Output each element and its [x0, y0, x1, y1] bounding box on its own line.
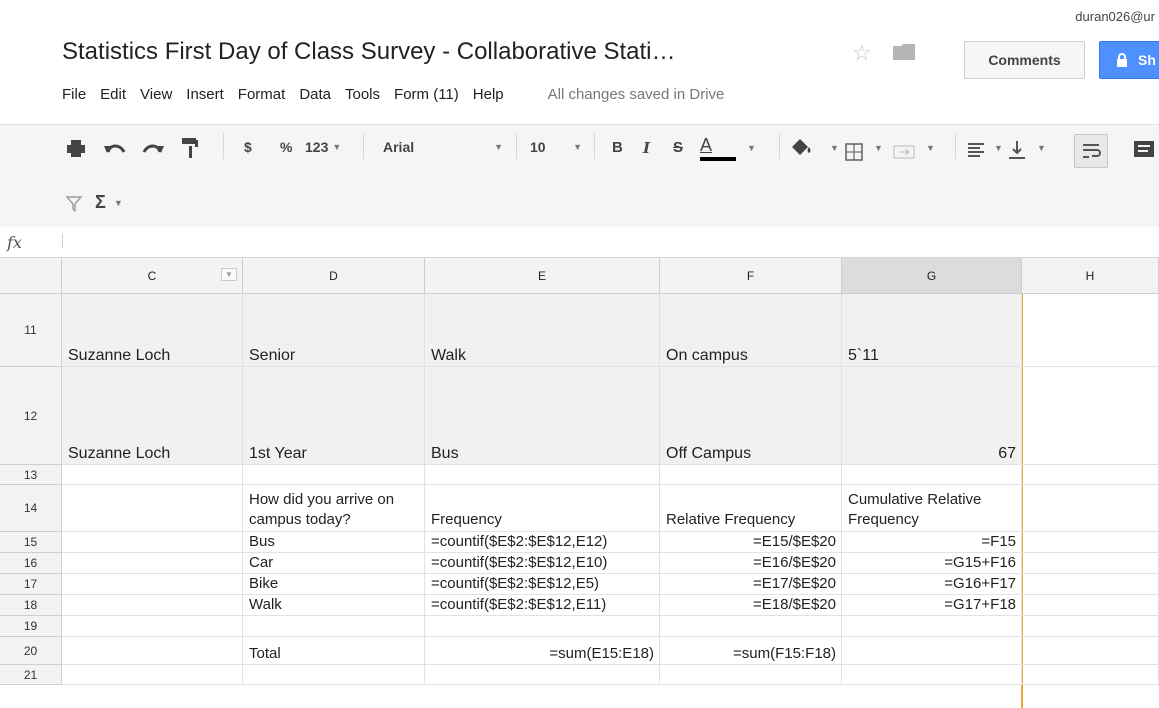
- cell-e15[interactable]: =countif($E$2:$E$12,E12): [425, 532, 660, 553]
- cell-e17[interactable]: =countif($E$2:$E$12,E5): [425, 574, 660, 595]
- font-size-label: 10: [530, 139, 546, 155]
- column-header-h[interactable]: H: [1022, 258, 1159, 294]
- menu-tools[interactable]: Tools: [345, 86, 381, 103]
- cell-h16[interactable]: [1022, 553, 1159, 574]
- folder-icon[interactable]: [893, 44, 915, 60]
- cell-g13[interactable]: [842, 465, 1022, 485]
- cell-h12[interactable]: [1022, 367, 1159, 465]
- menu-view[interactable]: View: [140, 86, 173, 103]
- fill-color-icon[interactable]: [790, 137, 814, 157]
- cell-g19[interactable]: [842, 616, 1022, 637]
- chevron-down-icon[interactable]: ▼: [747, 143, 756, 153]
- select-all-corner[interactable]: [0, 258, 62, 294]
- merge-cells-icon[interactable]: [893, 145, 915, 159]
- insert-comment-icon[interactable]: [1134, 141, 1156, 159]
- cell-e19[interactable]: [425, 616, 660, 637]
- row-header-15[interactable]: 15: [0, 532, 62, 553]
- italic-button[interactable]: I: [643, 139, 651, 157]
- font-label: Arial: [383, 139, 415, 155]
- wrap-text-button[interactable]: [1074, 134, 1108, 168]
- cell-c19[interactable]: [62, 616, 243, 637]
- cell-g20[interactable]: [842, 637, 1022, 665]
- cell-h11[interactable]: [1022, 294, 1159, 367]
- column-header-f[interactable]: F: [660, 258, 842, 294]
- align-left-icon[interactable]: [968, 143, 986, 157]
- cell-f20[interactable]: =sum(F15:F18): [660, 637, 842, 665]
- lock-icon: [1116, 53, 1128, 67]
- chevron-down-icon[interactable]: ▼: [1037, 143, 1046, 153]
- cell-e12[interactable]: Bus: [425, 367, 660, 465]
- cell-g15[interactable]: =F15: [842, 532, 1022, 553]
- cell-c17[interactable]: [62, 574, 243, 595]
- cell-f11[interactable]: On campus: [660, 294, 842, 367]
- save-status: All changes saved in Drive: [547, 86, 725, 103]
- document-title[interactable]: Statistics First Day of Class Survey - Collaborative Stati…: [62, 38, 676, 65]
- paint-format-icon[interactable]: [182, 138, 198, 158]
- row-header-18[interactable]: 18: [0, 595, 62, 616]
- row-header-17[interactable]: 17: [0, 574, 62, 595]
- cell-f16[interactable]: =E16/$E$20: [660, 553, 842, 574]
- filter-icon[interactable]: [66, 196, 82, 212]
- row-header-13[interactable]: 13: [0, 465, 62, 485]
- percent-format-button[interactable]: %: [280, 139, 293, 155]
- cell-h19[interactable]: [1022, 616, 1159, 637]
- column-header-c[interactable]: C ▼: [62, 258, 243, 294]
- cell-e16[interactable]: =countif($E$2:$E$12,E10): [425, 553, 660, 574]
- menu-insert[interactable]: Insert: [186, 86, 224, 103]
- cell-h17[interactable]: [1022, 574, 1159, 595]
- cell-f17[interactable]: =E17/$E$20: [660, 574, 842, 595]
- row-header-20[interactable]: 20: [0, 637, 62, 665]
- cell-c18[interactable]: [62, 595, 243, 616]
- cell-e20[interactable]: =sum(E15:E18): [425, 637, 660, 665]
- cell-c12[interactable]: Suzanne Loch: [62, 367, 243, 465]
- vertical-align-icon[interactable]: [1009, 141, 1025, 161]
- cell-d11[interactable]: Senior: [243, 294, 425, 367]
- font-select[interactable]: [383, 139, 503, 155]
- row-header-21[interactable]: 21: [0, 665, 62, 685]
- chevron-down-icon: ▼: [573, 142, 582, 152]
- text-color-button[interactable]: [700, 135, 736, 161]
- menu-help[interactable]: Help: [472, 86, 504, 103]
- cell-e21[interactable]: [425, 665, 660, 685]
- cell-h13[interactable]: [1022, 465, 1159, 485]
- more-formats-label: 123: [305, 139, 329, 155]
- cell-d15[interactable]: Bus: [243, 532, 425, 553]
- cell-d17[interactable]: Bike: [243, 574, 425, 595]
- row-header-14[interactable]: 14: [0, 485, 62, 532]
- chevron-down-icon[interactable]: ▼: [994, 143, 1003, 153]
- sum-icon: Σ: [95, 192, 106, 212]
- currency-format-button[interactable]: $: [244, 139, 252, 155]
- cell-c11[interactable]: Suzanne Loch: [62, 294, 243, 367]
- strikethrough-button[interactable]: S: [673, 139, 684, 156]
- cell-f21[interactable]: [660, 665, 842, 685]
- cell-g12[interactable]: 67: [842, 367, 1022, 465]
- cell-c20[interactable]: [62, 637, 243, 665]
- cell-h21[interactable]: [1022, 665, 1159, 685]
- menu-form[interactable]: Form (11): [394, 86, 459, 103]
- menu-file[interactable]: File: [62, 86, 87, 103]
- chevron-down-icon: ▼: [113, 197, 123, 208]
- cell-g18[interactable]: =G17+F18: [842, 595, 1022, 616]
- menu-bar: [62, 86, 724, 103]
- share-button[interactable]: [1099, 41, 1159, 79]
- chevron-down-icon[interactable]: ▼: [830, 143, 839, 153]
- chevron-down-icon: ▼: [332, 142, 342, 152]
- cell-g21[interactable]: [842, 665, 1022, 685]
- cell-d13[interactable]: [243, 465, 425, 485]
- cell-g17[interactable]: =G16+F17: [842, 574, 1022, 595]
- print-icon[interactable]: [66, 140, 86, 158]
- row-header-12[interactable]: 12: [0, 367, 62, 465]
- text-color-swatch: [700, 157, 736, 161]
- formula-divider: [62, 234, 63, 248]
- menu-format[interactable]: Format: [237, 86, 286, 103]
- cell-g14[interactable]: Cumulative Relative Frequency: [842, 485, 1022, 532]
- chevron-down-icon: ▼: [494, 142, 503, 152]
- cell-c16[interactable]: [62, 553, 243, 574]
- chevron-down-icon[interactable]: ▼: [926, 143, 935, 153]
- cell-d12[interactable]: 1st Year: [243, 367, 425, 465]
- cell-c13[interactable]: [62, 465, 243, 485]
- cell-h14[interactable]: [1022, 485, 1159, 532]
- cell-h15[interactable]: [1022, 532, 1159, 553]
- row-header-19[interactable]: 19: [0, 616, 62, 637]
- cell-c15[interactable]: [62, 532, 243, 553]
- share-label: Sh: [1138, 52, 1156, 68]
- column-header-e[interactable]: E: [425, 258, 660, 294]
- cell-f13[interactable]: [660, 465, 842, 485]
- row-header-11[interactable]: 11: [0, 294, 62, 367]
- cell-e13[interactable]: [425, 465, 660, 485]
- cell-d19[interactable]: [243, 616, 425, 637]
- cell-d16[interactable]: Car: [243, 553, 425, 574]
- fx-icon: fx: [7, 233, 22, 252]
- more-formats-button[interactable]: [305, 139, 341, 155]
- undo-icon[interactable]: [104, 142, 126, 156]
- redo-icon[interactable]: [142, 142, 164, 156]
- text-color-label: A: [700, 135, 713, 155]
- menu-edit[interactable]: Edit: [100, 86, 127, 103]
- cell-d14[interactable]: How did you arrive on campus today?: [243, 485, 425, 532]
- cell-e14[interactable]: Frequency: [425, 485, 660, 532]
- user-email[interactable]: duran026@ur: [1075, 9, 1155, 24]
- cell-f14[interactable]: Relative Frequency: [660, 485, 842, 532]
- cell-g11[interactable]: 5`11: [842, 294, 1022, 367]
- star-icon[interactable]: ☆: [852, 40, 872, 65]
- cell-d18[interactable]: Walk: [243, 595, 425, 616]
- cell-c21[interactable]: [62, 665, 243, 685]
- column-header-d[interactable]: D: [243, 258, 425, 294]
- comments-button[interactable]: Comments: [964, 41, 1085, 79]
- column-header-g[interactable]: G: [842, 258, 1022, 294]
- column-filter-dropdown-icon[interactable]: ▼: [221, 268, 237, 281]
- cell-d21[interactable]: [243, 665, 425, 685]
- formula-input[interactable]: [70, 232, 1150, 252]
- cell-f12[interactable]: Off Campus: [660, 367, 842, 465]
- bold-button[interactable]: B: [612, 139, 623, 156]
- cell-f18[interactable]: =E18/$E$20: [660, 595, 842, 616]
- cell-h20[interactable]: [1022, 637, 1159, 665]
- functions-button[interactable]: [95, 192, 123, 213]
- cell-g16[interactable]: =G15+F16: [842, 553, 1022, 574]
- borders-icon[interactable]: [845, 143, 863, 161]
- cell-c14[interactable]: [62, 485, 243, 532]
- wrap-text-icon: [1075, 135, 1107, 167]
- cell-e18[interactable]: =countif($E$2:$E$12,E11): [425, 595, 660, 616]
- cell-d20[interactable]: Total: [243, 637, 425, 665]
- menu-data[interactable]: Data: [299, 86, 331, 103]
- row-header-16[interactable]: 16: [0, 553, 62, 574]
- cell-f15[interactable]: =E15/$E$20: [660, 532, 842, 553]
- font-size-select[interactable]: [530, 139, 582, 155]
- chevron-down-icon[interactable]: ▼: [874, 143, 883, 153]
- cell-e11[interactable]: Walk: [425, 294, 660, 367]
- cell-f19[interactable]: [660, 616, 842, 637]
- cell-h18[interactable]: [1022, 595, 1159, 616]
